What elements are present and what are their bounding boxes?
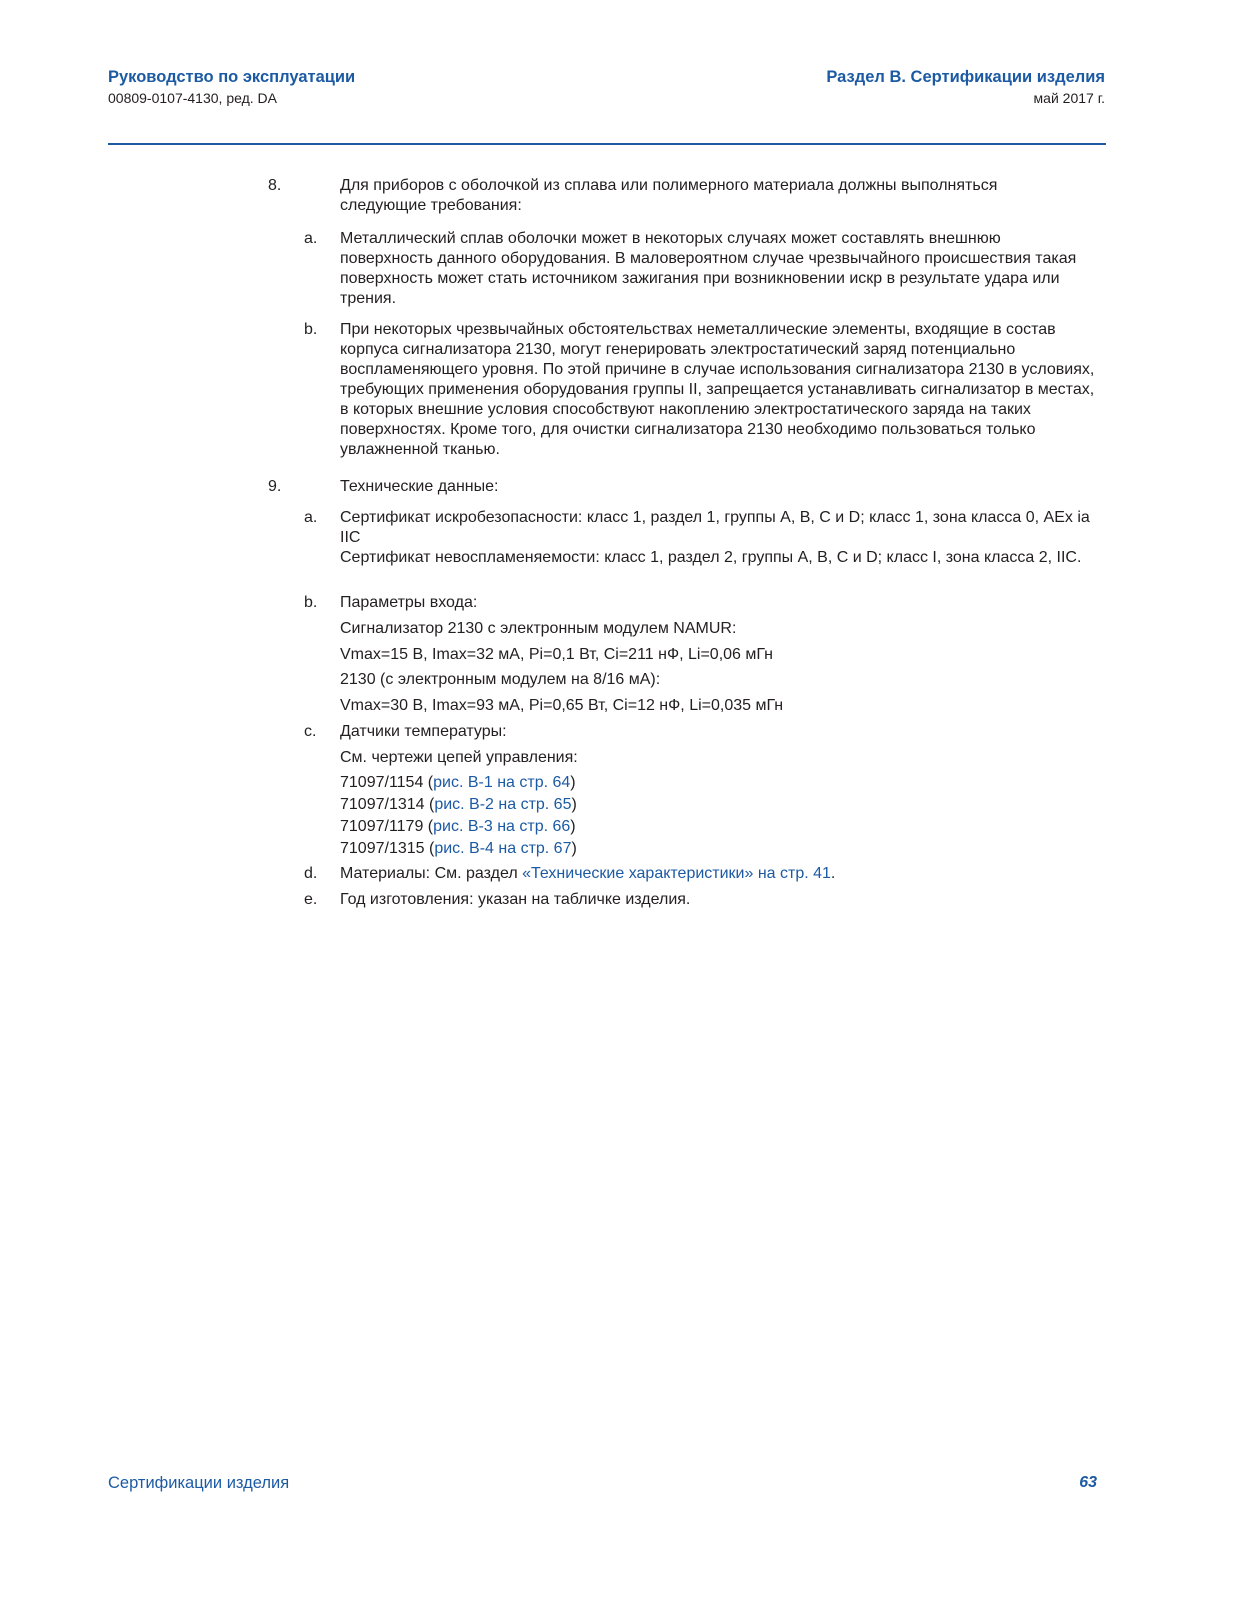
figure-link-b1[interactable]: рис. B-1 на стр. 64 <box>433 774 571 791</box>
drawing-ref-2: 71097/1314 (рис. B-2 на стр. 65) <box>340 796 577 813</box>
item-9d-text: Материалы: См. раздел «Технические характеристики» на стр. 41. <box>340 865 836 882</box>
item-8a-marker: a. <box>304 230 318 247</box>
drawing-ref-4: 71097/1315 (рис. B-4 на стр. 67) <box>340 840 577 857</box>
specs-link[interactable]: «Технические характеристики» на стр. 41 <box>522 865 831 882</box>
item-number-9: 9. <box>268 478 282 495</box>
item-9c-marker: c. <box>304 723 317 740</box>
header-right <box>826 66 1105 108</box>
footer-section-name: Сертификации изделия <box>108 1474 290 1492</box>
item-9e-text: Год изготовления: указан на табличке изделия. <box>340 891 691 908</box>
figure-link-b4[interactable]: рис. B-4 на стр. 67 <box>434 840 572 857</box>
item-number-8: 8. <box>268 177 282 194</box>
item-8a-text: Металлический сплав оболочки может в некоторых случаях может составлять внешнюю поверхность данного оборудования. В маловероятном случае чрезвычайного происшествия такая поверхность может стать источником зажигания при возникновении искр в результате удара или трения. <box>340 230 1077 307</box>
item-9e-marker: e. <box>304 891 318 908</box>
item-8b-text: При некоторых чрезвычайных обстоятельствах неметаллические элементы, входящие в состав корпуса сигнализатора 2130, могут генерировать электростатический заряд потенциально воспламеняющего уровня. По этой причине в случае использования сигнализатора 2130 в условиях, требующих применения оборудования группы II, запрещается устанавливать сигнализатор в местах, в которых внешние условия способствуют накоплению электростатического заряда на таких поверхностях. Кроме того, для очистки сигнализатора 2130 необходимо пользоваться только увлажненной тканью. <box>340 321 1095 458</box>
header-divider <box>108 143 1106 145</box>
item-9a-text-1: Сертификат искробезопасности: класс 1, раздел 1, группы A, B, C и D; класс 1, зона класса 0, AEx ia IIC <box>340 509 1090 546</box>
item-8-text: Для приборов с оболочкой из сплава или полимерного материала должны выполняться следующие требования: <box>340 177 998 214</box>
item-9b-line-4: Vmax=30 В, Imax=93 мА, Pi=0,65 Вт, Ci=12 нФ, Li=0,035 мГн <box>340 697 784 714</box>
drawing-ref-3: 71097/1179 (рис. B-3 на стр. 66) <box>340 818 576 835</box>
item-9a-marker: a. <box>304 509 318 526</box>
item-9b-line-2: Vmax=15 В, Imax=32 мА, Pi=0,1 Вт, Ci=211 нФ, Li=0,06 мГн <box>340 646 773 663</box>
item-9b-line-1: Сигнализатор 2130 с электронным модулем NAMUR: <box>340 620 737 637</box>
section-title: Раздел B. Сертификации изделия <box>826 68 1105 86</box>
item-9b-line-3: 2130 (с электронным модулем на 8/16 мА): <box>340 671 661 688</box>
item-9c-text: Датчики температуры: <box>340 723 507 740</box>
document-number: 00809-0107-4130, ред. DA <box>108 90 277 106</box>
drawing-ref-1: 71097/1154 (рис. B-1 на стр. 64) <box>340 774 576 791</box>
figure-link-b3[interactable]: рис. B-3 на стр. 66 <box>433 818 571 835</box>
page-number: 63 <box>1079 1474 1097 1491</box>
item-8b-marker: b. <box>304 321 318 338</box>
header-left <box>108 66 355 108</box>
figure-link-b2[interactable]: рис. B-2 на стр. 65 <box>434 796 572 813</box>
item-9b-text: Параметры входа: <box>340 594 478 611</box>
item-9a-text-2: Сертификат невоспламеняемости: класс 1, раздел 2, группы A, B, C и D; класс I, зона класса 2, IIC. <box>340 549 1082 566</box>
manual-title: Руководство по эксплуатации <box>108 68 356 86</box>
item-9-text: Технические данные: <box>340 478 499 495</box>
item-9c-line-1: См. чертежи цепей управления: <box>340 749 578 766</box>
item-9d-marker: d. <box>304 865 318 882</box>
item-9b-marker: b. <box>304 594 318 611</box>
document-date: май 2017 г. <box>1033 90 1105 106</box>
